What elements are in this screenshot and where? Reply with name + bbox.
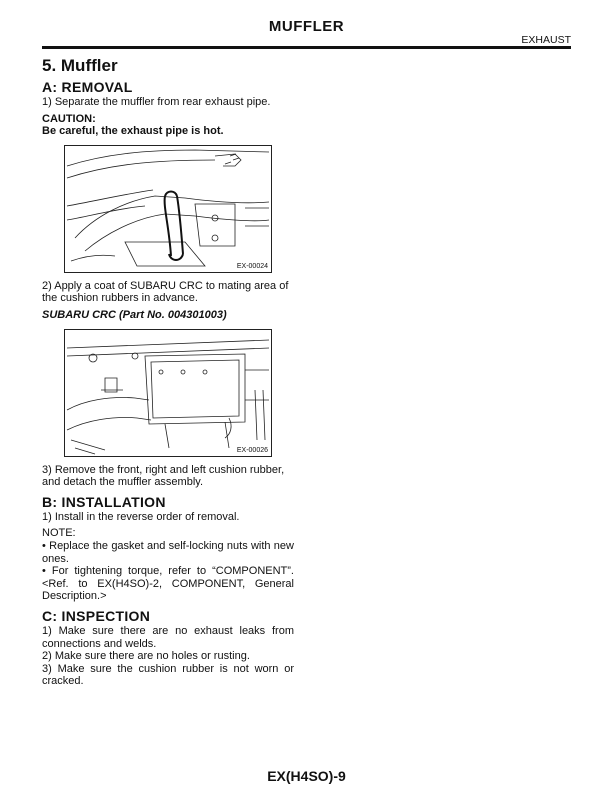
caution-text: Be careful, the exhaust pipe is hot. bbox=[42, 125, 224, 138]
inspection-step-2: 2) Make sure there are no holes or rusting. bbox=[42, 650, 250, 663]
inspection-step-3: 3) Make sure the cushion rubber is not worn or cracked. bbox=[42, 662, 294, 688]
page-number: EX(H4SO)-9 bbox=[267, 768, 346, 784]
header-divider bbox=[42, 46, 571, 49]
caution-label: CAUTION: bbox=[42, 112, 96, 125]
figure-cushion-rubber bbox=[64, 329, 272, 457]
section-label: EXHAUST bbox=[521, 34, 571, 46]
inspection-step-1: 1) Make sure there are no exhaust leaks from connections and welds. bbox=[42, 624, 294, 650]
figure-id-2: EX-00026 bbox=[236, 446, 268, 454]
removal-step-3: 3) Remove the front, right and left cushion rubber, and detach the muffler assembly. bbox=[42, 463, 285, 489]
note-item-2: • For tightening torque, refer to “COMPONENT”. <Ref. to EX(H4SO)-2, COMPONENT, General Description.> bbox=[42, 565, 294, 603]
removal-step-1: 1) Separate the muffler from rear exhaust pipe. bbox=[42, 96, 271, 108]
installation-step-1: 1) Install in the reverse order of removal. bbox=[42, 510, 240, 523]
figure-muffler-separation bbox=[64, 145, 272, 273]
note-item-1: • Replace the gasket and self-locking nuts with new ones. bbox=[42, 539, 294, 565]
crc-part-label: SUBARU CRC (Part No. 004301003) bbox=[42, 308, 227, 321]
note-label: NOTE: bbox=[42, 527, 76, 540]
page-header-title: MUFFLER bbox=[268, 18, 345, 35]
removal-step-2: 2) Apply a coat of SUBARU CRC to mating area of the cushion rubbers in advance. bbox=[42, 279, 289, 305]
cushion-rubber-illustration bbox=[65, 330, 271, 456]
page-title: 5. Muffler bbox=[42, 56, 118, 75]
main-column bbox=[42, 54, 294, 688]
muffler-separation-illustration bbox=[65, 146, 271, 272]
inspection-heading: C: INSPECTION bbox=[42, 607, 151, 624]
installation-heading: B: INSTALLATION bbox=[42, 493, 166, 510]
removal-heading: A: REMOVAL bbox=[42, 79, 133, 95]
figure-id-1: EX-00024 bbox=[236, 262, 268, 270]
